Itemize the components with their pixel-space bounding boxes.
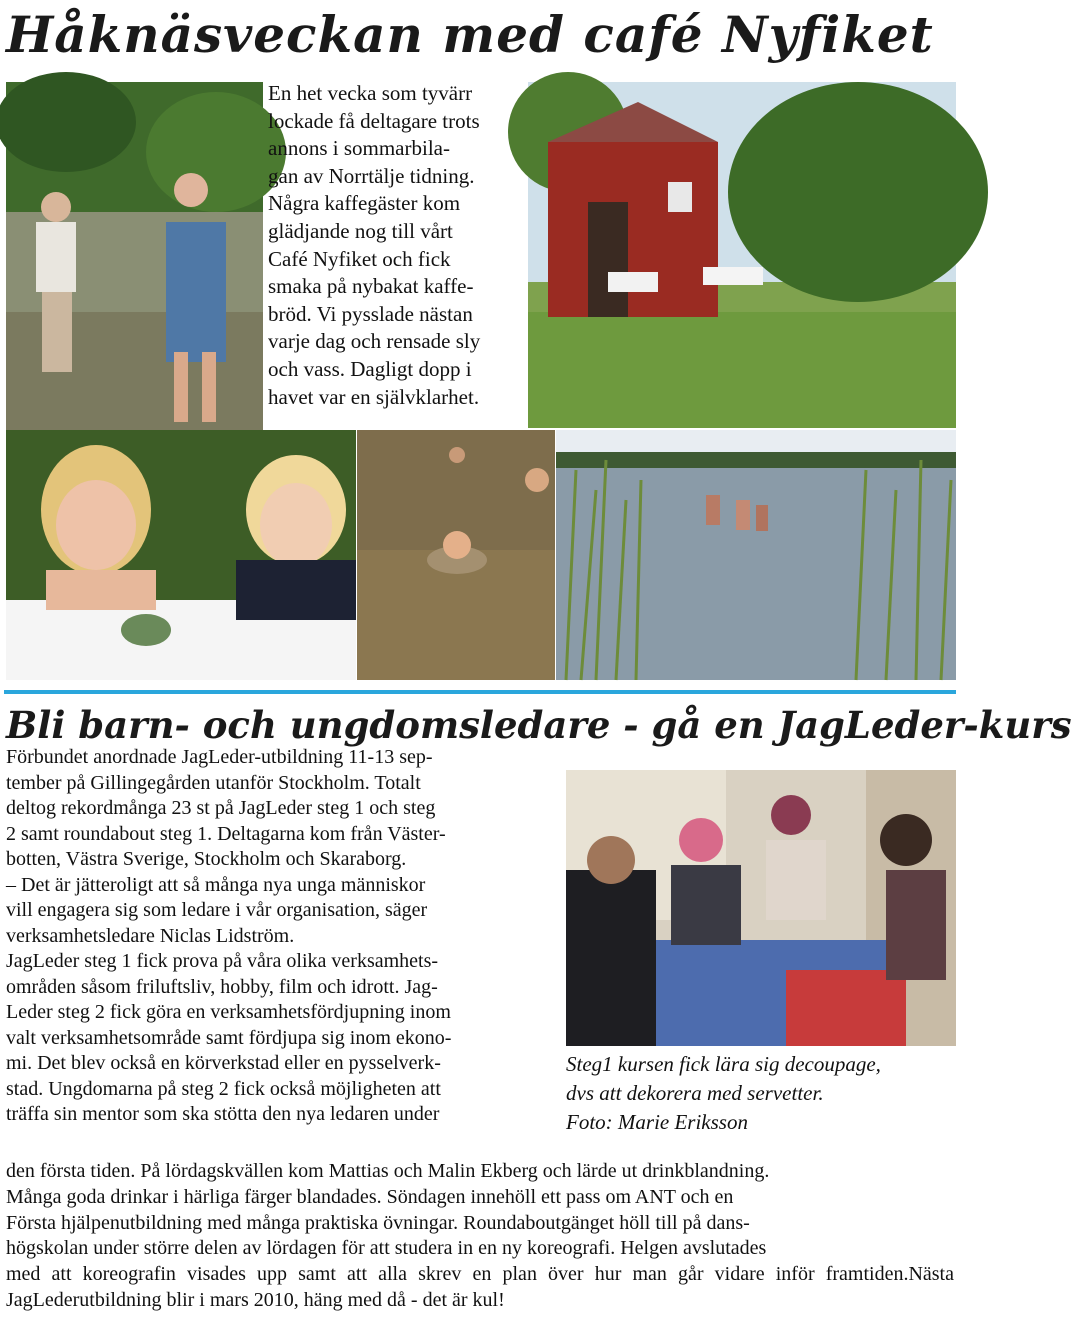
photo-caption — [566, 1050, 956, 1137]
article1-intro: En het vecka som tyvärr lockade få deltagare trots annons i sommarbila- gan av Norrtälje tidning. Några kaffegäster kom glädjande nog till vårt Café Nyfiket och fick smaka på nybakat kaffe- bröd. Vi pysslade nästan varje dag och rensade sly och vass. Dagligt dopp i havet var en självklarhet. — [268, 81, 481, 409]
caption-line-2: dvs att dekorera med servetter. — [566, 1081, 824, 1105]
photo-lake — [556, 430, 956, 680]
photo-swimming — [357, 430, 555, 680]
photo-credit: Foto: Marie Eriksson — [566, 1110, 748, 1134]
article1-headline: Håknäsveckan med café Nyfiket — [6, 5, 934, 64]
photo-wading-people — [6, 82, 263, 430]
article2-body-full: den första tiden. På lördagskvällen kom Mattias och Malin Ekberg och lärde ut drinkblandning. Många goda drinkar i härliga färger blandades. Söndagen innehöll ett pass om ANT och en Första hjälpenutbildning med många praktiska övningar. Roundaboutgänget höll till på dans- högskolan under större delen av lördagen för att studera in en ny koreografi. Helgen avslutades med att koreografin visades upp samt att alla skrev en plan över hur man går vidare inför framtiden.Nästa JagLederutbildning blir i mars 2010, häng med då - det är kul! — [6, 1160, 954, 1311]
photo-red-cottage — [528, 82, 956, 428]
photo-children — [6, 430, 356, 680]
section-divider — [4, 690, 956, 694]
caption-line-1: Steg1 kursen fick lära sig decoupage, — [566, 1052, 881, 1076]
article2-headline: Bli barn- och ungdomsledare - gå en JagLeder-kurs — [6, 703, 1072, 747]
article2-body-column: Förbundet anordnade JagLeder-utbildning 11-13 sep- tember på Gillingegården utanför Stockholm. Totalt deltog rekordmånga 23 st på JagLeder steg 1 och steg 2 samt roundabout steg 1. Deltagarna kom från Väster- botten, Västra Sverige, Stockholm och Skaraborg. – Det är jätteroligt att så många nya unga människor vill engagera sig som ledare i vår organisation, säger verksamhetsledare Niclas Lidström. JagLeder steg 1 fick prova på våra olika verksamhets- områden såsom friluftsliv, hobby, film och idrott. Jag- Leder steg 2 fick göra en verksamhetsfördjupning inom valt verksamhetsområde samt fördjupa sig inom ekono- mi. Det blev också en körverkstad eller en pysselverk- stad. Ungdomarna på steg 2 fick också möjligheten att träffa sin mentor som ska stötta den nya ledaren under — [6, 746, 452, 1125]
photo-decoupage-workshop — [566, 770, 956, 1046]
